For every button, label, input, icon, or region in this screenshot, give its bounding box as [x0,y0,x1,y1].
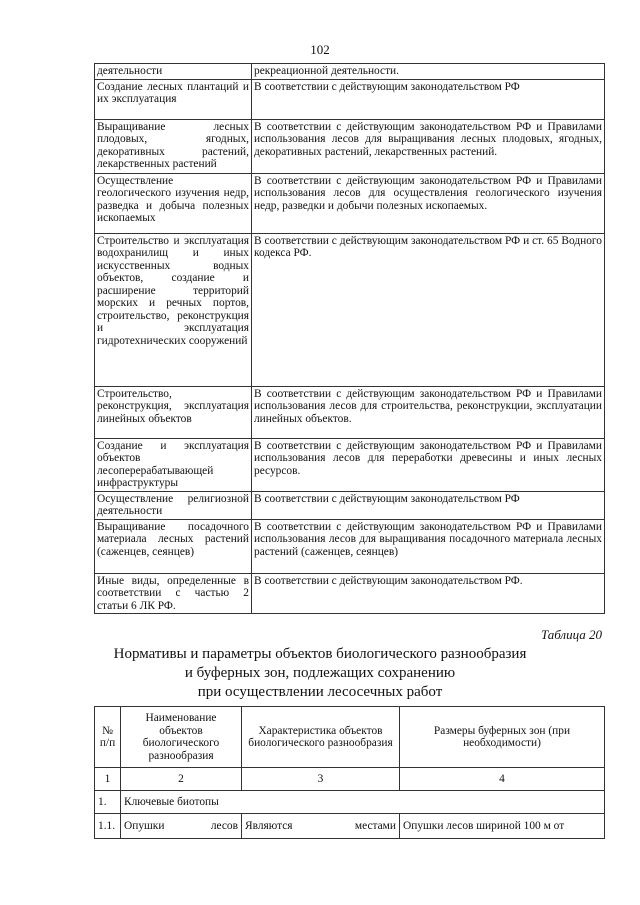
requirements-cell: В соответствии с действующим законодательством РФ и Правилами использования лесов для осуществления геологического изучения недр, разведки и добычи полезных ископаемых. [252,173,605,233]
requirements-cell: В соответствии с действующим законодательством РФ и ст. 65 Водного кодекса РФ. [252,233,605,386]
requirements-cell: В соответствии с действующим законодательством РФ. [252,573,605,614]
table-title-line: при осуществлении лесосечных работ [197,684,443,700]
column-number: 1 [95,768,121,791]
section-label: Ключевые биотопы [121,791,605,814]
page-number: 102 [310,42,330,57]
header-characteristic: Характеристика объектов биологического разнообразия [242,707,400,768]
header-name: Наименование объектов биологического разнообразия [121,707,242,768]
column-number: 3 [242,768,400,791]
requirements-cell: В соответствии с действующим законодательством РФ и Правилами использования лесов для выращивания посадочного материала лесных растений (саженцев, сеянцев) [252,519,605,573]
item-characteristic [242,814,400,839]
requirements-cell: В соответствии с действующим законодательством РФ [252,79,605,119]
requirements-cell: В соответствии с действующим законодательством РФ и Правилами использования лесов для переработки древесины и иных лесных ресурсов. [252,438,605,491]
header-number: № п/п [95,707,121,768]
header-row [95,707,605,768]
requirements-cell: рекреационной деятельности. [252,64,605,80]
table-row [95,573,605,614]
column-number: 2 [121,768,242,791]
use-type-cell: Осуществление геологического изучения недр, разведка и добыча полезных ископаемых [95,173,252,233]
table-title [0,645,640,702]
table-row [95,79,605,119]
item-name-text: Опушки лесов [124,819,238,832]
item-characteristic-text: Являются местами [245,819,396,832]
use-type-cell: Иные виды, определенные в соответствии с частью 2 статьи 6 ЛК РФ. [95,573,252,614]
table-row [95,491,605,519]
requirements-cell: В соответствии с действующим законодательством РФ и Правилами использования лесов для строительства, реконструкции, эксплуатации линейных объектов. [252,386,605,438]
use-type-cell: Выращивание лесных плодовых, ягодных, декоративных растений, лекарственных растений [95,119,252,173]
column-number-row [95,768,605,791]
header-buffer-size: Размеры буферных зон (при необходимости) [400,707,605,768]
table-row [95,64,605,80]
column-number: 4 [400,768,605,791]
section-row [95,791,605,814]
requirements-cell: В соответствии с действующим законодательством РФ [252,491,605,519]
use-type-cell: Строительство и эксплуатация водохранилищ и иных искусственных водных объектов, создание и расширение территорий морских и речных портов, строительство, реконструкция и эксплуатация гидротехнических сооружений [95,233,252,386]
table-row [95,173,605,233]
use-type-cell: Строительство, реконструкция, эксплуатация линейных объектов [95,386,252,438]
item-number: 1.1. [95,814,121,839]
table-row [95,814,605,839]
table-row [95,438,605,491]
use-type-cell: Выращивание посадочного материала лесных растений (саженцев, сеянцев) [95,519,252,573]
table-row [95,119,605,173]
biodiversity-table [94,706,605,839]
section-number: 1. [95,791,121,814]
table-caption: Таблица 20 [540,627,602,642]
table-title-line: и буферных зон, подлежащих сохранению [184,665,456,681]
table-title-line: Нормативы и параметры объектов биологического разнообразия [113,646,527,662]
use-type-cell: Создание и эксплуатация объектов лесоперерабатывающей инфраструктуры [95,438,252,491]
table-row [95,233,605,386]
table-row [95,519,605,573]
item-name [121,814,242,839]
requirements-cell: В соответствии с действующим законодательством РФ и Правилами использования лесов для выращивания лесных плодовых, ягодных, декоративных растений, лекарственных растений. [252,119,605,173]
use-type-cell: Осуществление религиозной деятельности [95,491,252,519]
item-buffer: Опушки лесов шириной 100 м от [400,814,605,839]
use-type-cell: Создание лесных плантаций и их эксплуатация [95,79,252,119]
forest-use-table [94,63,605,614]
table-row [95,386,605,438]
use-type-cell: деятельности [95,64,252,80]
